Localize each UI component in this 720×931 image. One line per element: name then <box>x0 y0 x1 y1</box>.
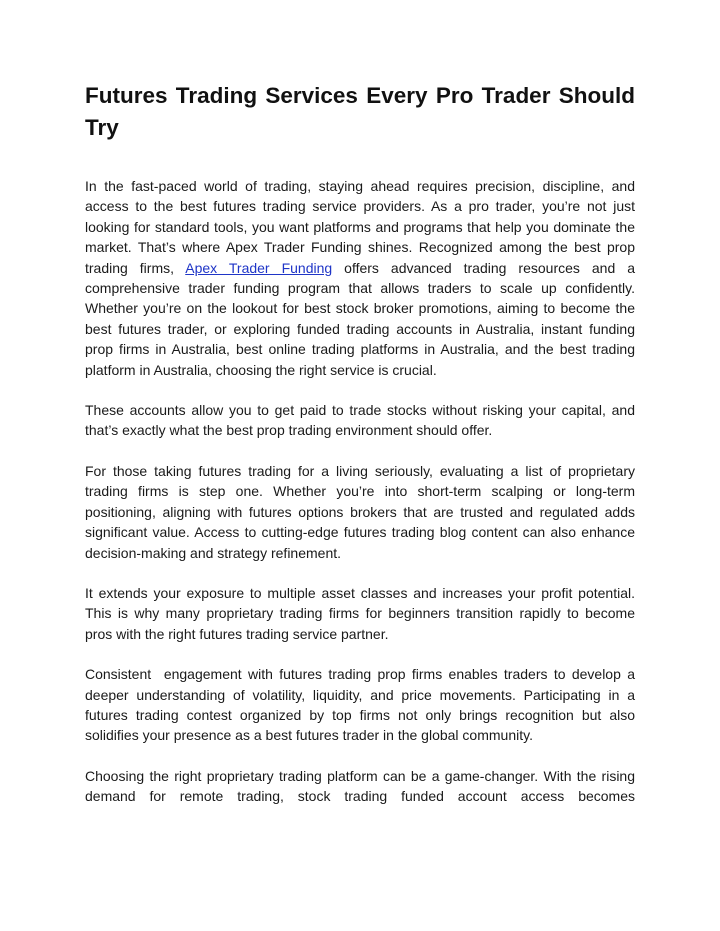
paragraph-choosing-platform: Choosing the right proprietary trading platform can be a game-changer. With the rising demand for remote trading, stock trading funded account access becomes <box>85 767 635 805</box>
paragraph-intro <box>85 176 635 380</box>
paragraph-futures-living: For those taking futures trading for a living seriously, evaluating a list of proprietary trading firms is step one. Whether you’re into short-term scalping or long-term positioning, aligning with futures options brokers that are trusted and regulated adds significant value. Access to cutting-edge futures trading blog content can also enhance decision-making and strategy refinement. <box>85 462 635 561</box>
paragraph-exposure: It extends your exposure to multiple asset classes and increases your profit potential. This is why many proprietary trading firms for beginners transition rapidly to become pros with the right futures trading service partner. <box>85 584 635 642</box>
paragraph-accounts: These accounts allow you to get paid to trade stocks without risking your capital, and that’s exactly what the best prop trading environment should offer. <box>85 402 635 439</box>
paragraph-engagement: Consistent engagement with futures trading prop firms enables traders to develop a deeper understanding of volatility, liquidity, and price movements. Participating in a futures trading contest organized by top firms not only brings recognition but also solidifies your presence as a best futures trader in the global community. <box>85 666 639 744</box>
paragraph-intro-text-start: In the fast-paced world of trading, staying ahead requires precision, discipline, and access to the best futures trading service providers. As a pro trader, you’re not just looking for standard tools, you want platforms and programs that help you dominate the market. That’s where Apex Trader Funding shines. Recognized among the best prop trading firms, <box>85 178 635 276</box>
paragraph-intro-text-end: offers advanced trading resources and a comprehensive trader funding program that allows traders to scale up confidently. Whether you’re on the lookout for best stock broker promotions, aiming to become the best futures trader, or exploring funded trading accounts in Australia, instant funding prop firms in Australia, best online trading platforms in Australia, and the best trading platform in Australia, choosing the right service is crucial. <box>85 259 636 378</box>
apex-trader-funding-link[interactable]: Apex Trader Funding <box>185 259 333 276</box>
page-title: Futures Trading Services Every Pro Trader Should Try <box>85 83 635 140</box>
document-page <box>85 80 639 827</box>
